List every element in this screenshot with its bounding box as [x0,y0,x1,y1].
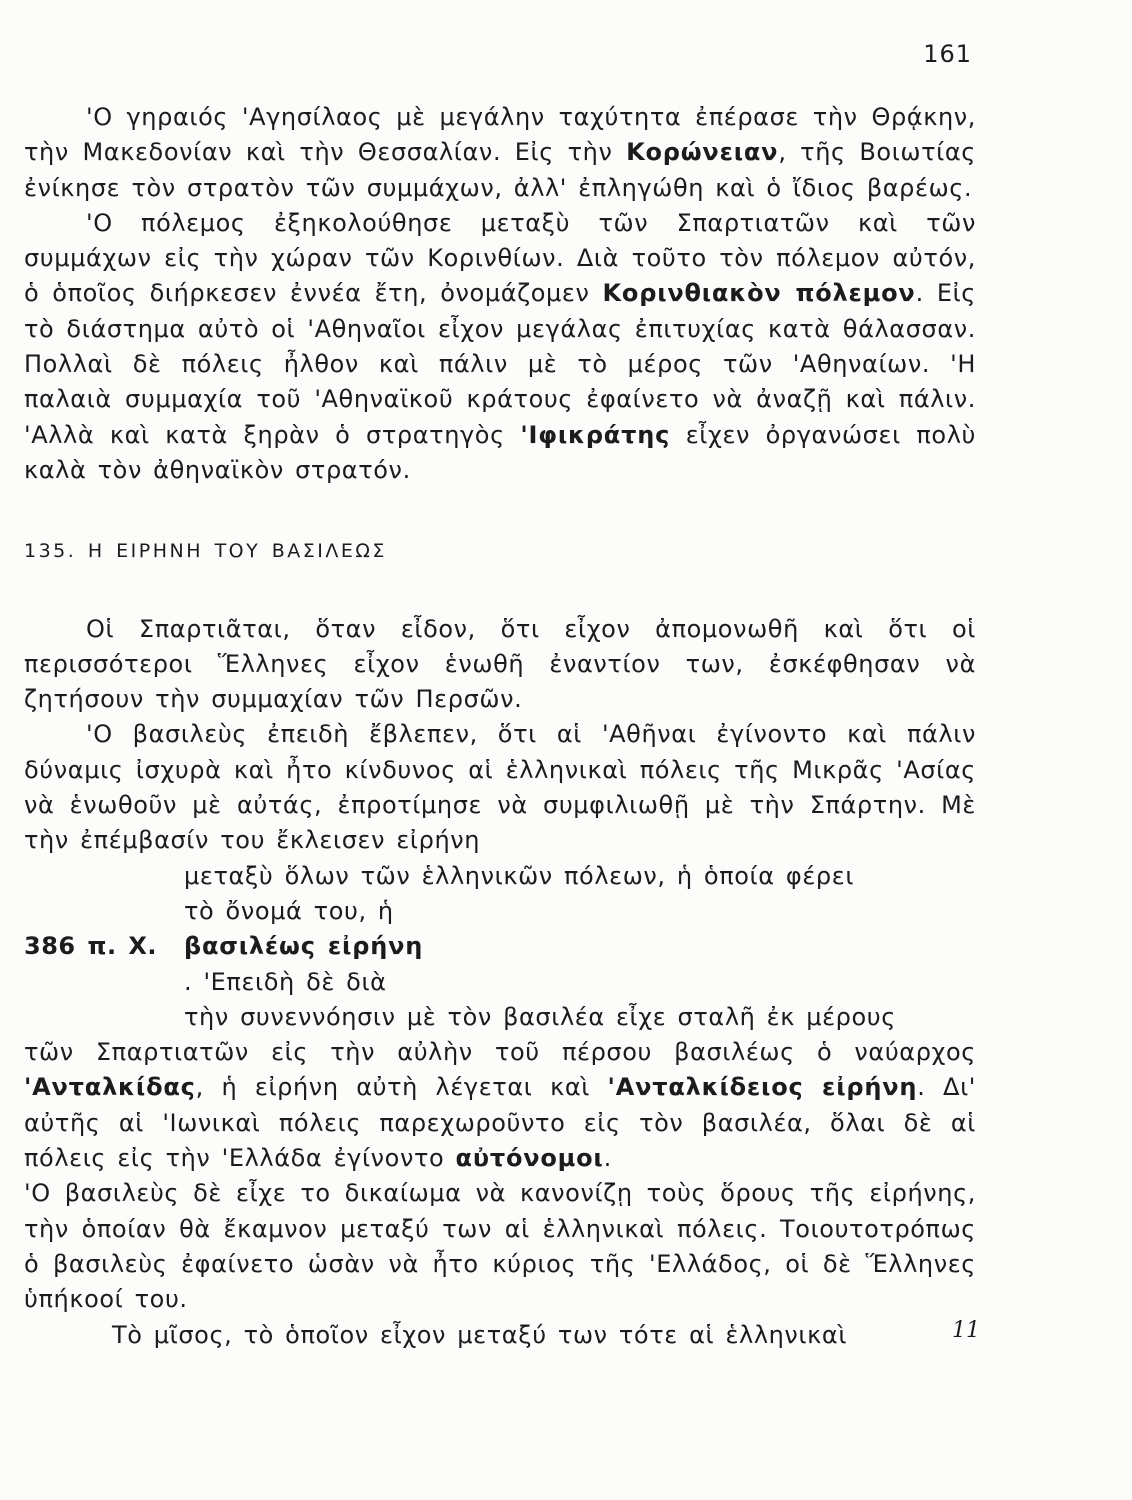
date-lines [184,859,976,1035]
paragraph-6: Τὸ μῖσος, τὸ ὁποῖον εἶχον μεταξύ των τότε αἱ ἑλληνικαὶ [112,1320,848,1349]
paragraph-4-end [24,1035,976,1176]
date-line-2 [184,894,976,1000]
date-block [24,859,976,1035]
paragraph-4-start: 'Ο βασιλεὺς ἐπειδὴ ἔβλεπεν, ὅτι αἱ 'Αθῆναι ἐγίνοντο καὶ πάλιν δύναμις ἰσχυρὰ καὶ ἦτο κίνδυνος αἱ ἑλληνικαὶ πόλεις τῆς Μικρᾶς 'Ασίας νὰ ἑνωθοῦν μὲ αὐτάς, ἐπροτίμησε νὰ συμφιλιωθῇ μὲ τὴν Σπάρτην. Μὲ τὴν ἐπέμβασίν του ἔκλεισεν εἰρήνη [24,720,976,855]
margin-date: 386 π. Χ. [24,932,158,961]
text-column [24,100,976,1353]
paragraph-text: . 'Επειδὴ δὲ διὰ [184,967,387,996]
date-line-1: μεταξὺ ὅλων τῶν ἑλληνικῶν πόλεων, ἡ ὁποία φέρει [184,861,855,890]
paragraph-text: . Δι' αὐτῆς αἱ 'Ιωνικαὶ πόλεις παρεχωροῦντο εἰς τὸν βασιλέα, ὅλαι δὲ αἱ πόλεις εἰς τὴν 'Ελλάδα ἐγίνοντο [24,1073,976,1173]
paragraph-2 [24,206,976,488]
page-number: 161 [923,40,972,68]
signature-mark: 11 [952,1318,980,1343]
date-line-3: τὴν συνεννόησιν μὲ τὸν βασιλέα εἶχε σταλῆ ἐκ μέρους [184,1002,896,1031]
paragraph-text: , ἡ εἰρήνη αὐτὴ λέγεται καὶ [195,1073,608,1102]
paragraph-text: εἶχεν ὀργανώσει πολὺ καλὰ τὸν ἀθηναϊκὸν στρατόν. [24,420,976,484]
bold-term: Κορινθιακὸν πόλεμον [602,279,916,308]
bold-term: βασιλέως εἰρήνη [184,932,424,961]
paragraph-text: , τῆς Βοιωτίας ἐνίκησε τὸν στρατὸν τῶν συμμάχων, ἀλλ' ἐπληγώθη καὶ ὁ ἴδιος βαρέως. [24,138,976,202]
bold-term: 'Ανταλκίδειος εἰρήνη [607,1073,918,1102]
paragraph-text: . [603,1144,612,1173]
section-heading: 135. Η ΕΙΡΗΝΗ ΤΟΥ ΒΑΣΙΛΕΩΣ [24,540,387,563]
bold-term: 'Ανταλκίδας [24,1073,196,1102]
paragraph-text: τὸ ὄνομά του, ἡ [184,896,394,925]
paragraph-text: . Εἰς τὸ διάστημα αὐτὸ οἱ 'Αθηναῖοι εἶχον μεγάλας ἐπιτυχίας κατὰ θάλασσαν. Πολλαὶ δὲ πόλεις ἦλθον καὶ πάλιν μὲ τὸ μέρος τῶν 'Αθηναίων. 'Η παλαιὰ συμμαχία τοῦ 'Αθηναϊκοῦ κράτους ἐφαίνετο νὰ ἀναζῇ καὶ πάλιν. 'Αλλὰ καὶ κατὰ ξηρὰν ὁ στρατηγὸς [24,279,976,449]
bold-term: αὐτόνομοι [455,1144,604,1173]
paragraph-text: 'Ο γηραιός 'Αγησίλαος μὲ μεγάλην ταχύτητα ἐπέρασε τὴν Θρᾴκην, τὴν Μακεδονίαν καὶ τὴν Θεσσαλίαν. Εἰς τὴν [24,103,976,167]
paragraph-text: 'Ο πόλεμος ἐξηκολούθησε μεταξὺ τῶν Σπαρτιατῶν καὶ τῶν συμμάχων εἰς τὴν χώραν τῶν Κορινθίων. Διὰ τοῦτο τὸν πόλεμον αὐτόν, ὁ ὁποῖος διήρκεσεν ἐννέα ἔτη, ὀνομάζομεν [24,208,976,308]
bold-term: 'Ιφικράτης [520,420,671,449]
paragraph-text: τῶν Σπαρτιατῶν εἰς τὴν αὐλὴν τοῦ πέρσου βασιλέως ὁ ναύαρχος [24,1038,976,1067]
bold-term: Κορώνειαν [626,138,779,167]
paragraph-1 [24,100,976,206]
paragraph-3: Οἱ Σπαρτιᾶται, ὅταν εἶδον, ὅτι εἶχον ἀπομονωθῆ καὶ ὅτι οἱ περισσότεροι Ἕλληνες εἶχον ἑνωθῆ ἐναντίον των, ἐσκέφθησαν νὰ ζητήσουν τὴν συμμαχίαν τῶν Περσῶν. [24,614,976,714]
paragraph-5: 'Ο βασιλεὺς δὲ εἶχε το δικαίωμα νὰ κανονίζῃ τοὺς ὅρους τῆς εἰρήνης, τὴν ὁποίαν θὰ ἔκαμνον μεταξύ των αἱ ἑλληνικαὶ πόλεις. Τοιουτοτρόπως ὁ βασιλεὺς ἐφαίνετο ὡσὰν νὰ ἦτο κύριος τῆς 'Ελλάδος, οἱ δὲ Ἕλληνες ὑπήκοοί του. [24,1179,976,1314]
